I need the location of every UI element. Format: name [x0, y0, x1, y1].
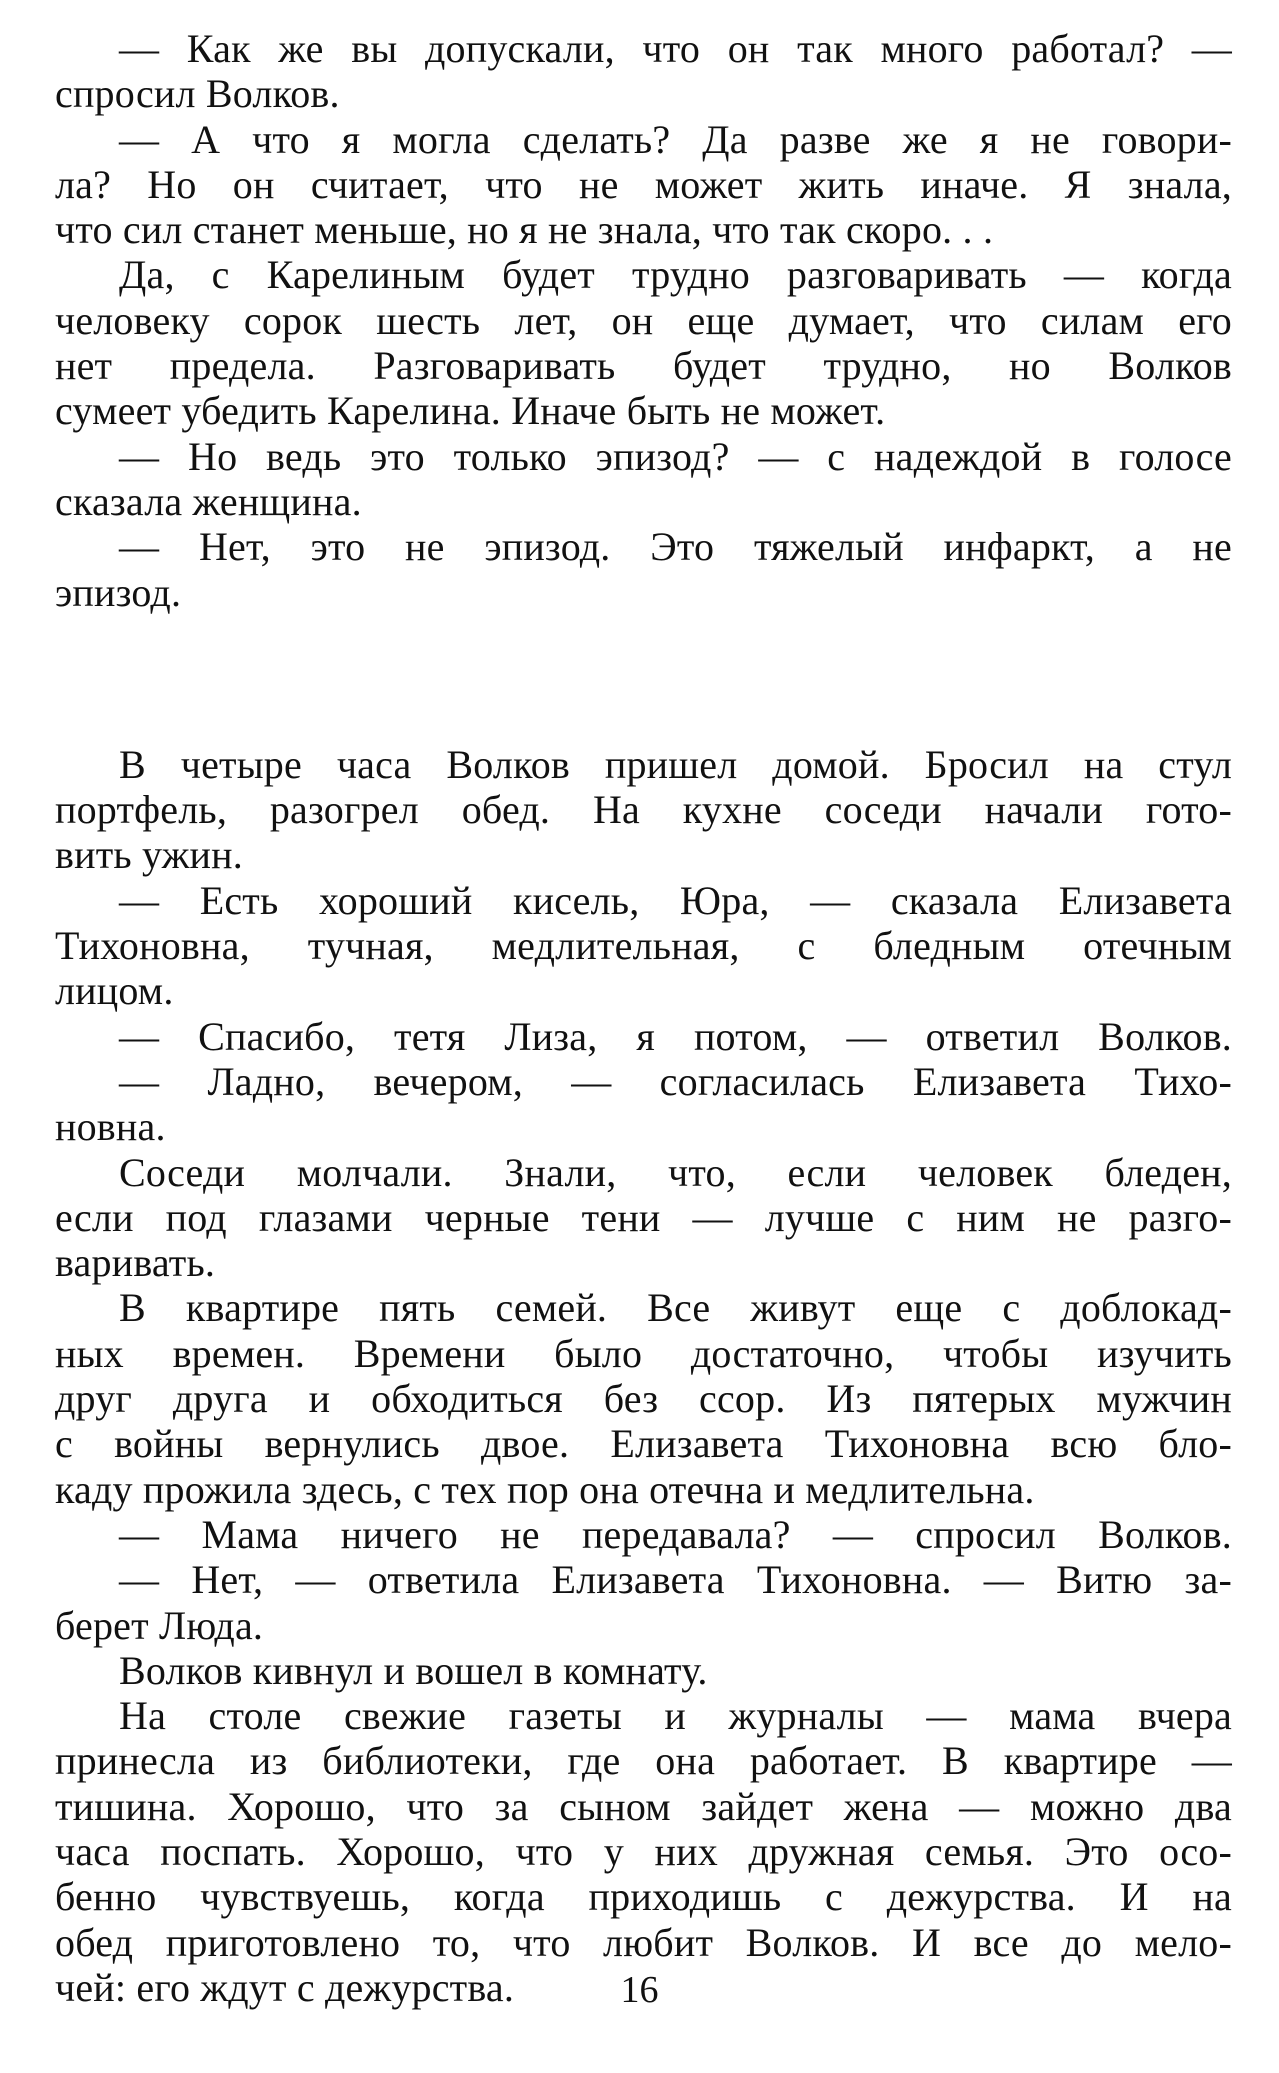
text-line: берет Люда.	[55, 1602, 264, 1648]
text-line: Да, с Карелиным будет трудно разговаривать — когда	[119, 252, 1232, 298]
text-line: новна.	[55, 1104, 166, 1150]
text-line: — Но ведь это только эпизод? — с надеждой в голосе	[119, 433, 1232, 479]
text-line: ных времен. Времени было достаточно, чтобы изучить	[55, 1330, 1232, 1376]
text-line: с войны вернулись двое. Елизавета Тихоновна всю бло-	[55, 1421, 1232, 1467]
text-line: — Спасибо, тетя Лиза, я потом, — ответил Волков.	[119, 1013, 1232, 1059]
text-section-dialogue	[55, 26, 1232, 615]
text-line: — Как же вы допускали, что он так много работал? —	[119, 26, 1232, 71]
text-line: варивать.	[55, 1240, 216, 1286]
page-number: 16	[620, 1969, 659, 2011]
text-line: эпизод.	[55, 569, 182, 615]
text-line: Волков кивнул и вошел в комнату.	[119, 1647, 708, 1693]
text-line: каду прожила здесь, с тех пор она отечна и медлительна.	[55, 1466, 1035, 1512]
text-line: что сил станет меньше, но я не знала, что так скоро. . .	[55, 207, 994, 253]
text-line: нет предела. Разговаривать будет трудно, но Волков	[55, 343, 1232, 389]
text-line: На столе свежие газеты и журналы — мама вчера	[119, 1693, 1232, 1739]
text-line: — А что я могла сделать? Да разве же я не говори-	[119, 116, 1232, 162]
text-line: — Мама ничего не передавала? — спросил Волков.	[119, 1511, 1232, 1557]
text-line: друг друга и обходиться без ссор. Из пятерых мужчин	[55, 1376, 1232, 1422]
text-line: тишина. Хорошо, что за сыном зайдет жена — можно два	[55, 1783, 1232, 1829]
text-line: если под глазами черные тени — лучше с ним не разго-	[55, 1194, 1232, 1240]
text-section-home	[55, 742, 1232, 2010]
text-line: Соседи молчали. Знали, что, если человек бледен,	[119, 1149, 1232, 1195]
text-line: чей: его ждут с дежурства.	[55, 1964, 515, 2010]
text-line: часа поспать. Хорошо, что у них дружная семья. Это осо-	[55, 1828, 1232, 1874]
text-line: В четыре часа Волков пришел домой. Бросил на стул	[119, 741, 1232, 787]
text-line: Тихоновна, тучная, медлительная, с бледным отечным	[55, 923, 1232, 969]
text-line: лицом.	[55, 968, 174, 1014]
book-page	[55, 26, 1232, 2010]
text-line: ла? Но он считает, что не может жить иначе. Я знала,	[55, 161, 1232, 207]
text-line: человеку сорок шесть лет, он еще думает, что силам его	[55, 297, 1232, 343]
text-line: обед приготовлено то, что любит Волков. И все до мело-	[55, 1919, 1232, 1965]
text-line: сумеет убедить Карелина. Иначе быть не может.	[55, 388, 886, 434]
text-line: — Есть хороший кисель, Юра, — сказала Елизавета	[119, 877, 1232, 923]
text-line: — Нет, это не эпизод. Это тяжелый инфаркт, а не	[119, 524, 1232, 570]
text-line: вить ужин.	[55, 832, 243, 878]
text-line: спросил Волков.	[55, 71, 340, 117]
text-line: В квартире пять семей. Все живут еще с доблокад-	[119, 1285, 1232, 1331]
section-break	[55, 615, 1232, 742]
text-line: принесла из библиотеки, где она работает. В квартире —	[55, 1738, 1232, 1784]
text-line: — Ладно, вечером, — согласилась Елизавета Тихо-	[119, 1058, 1232, 1104]
text-line: портфель, разогрел обед. На кухне соседи начали гото-	[55, 787, 1232, 833]
text-line: — Нет, — ответила Елизавета Тихоновна. — Витю за-	[119, 1557, 1232, 1603]
text-line: сказала женщина.	[55, 478, 362, 524]
text-line: бенно чувствуешь, когда приходишь с дежурства. И на	[55, 1874, 1232, 1920]
